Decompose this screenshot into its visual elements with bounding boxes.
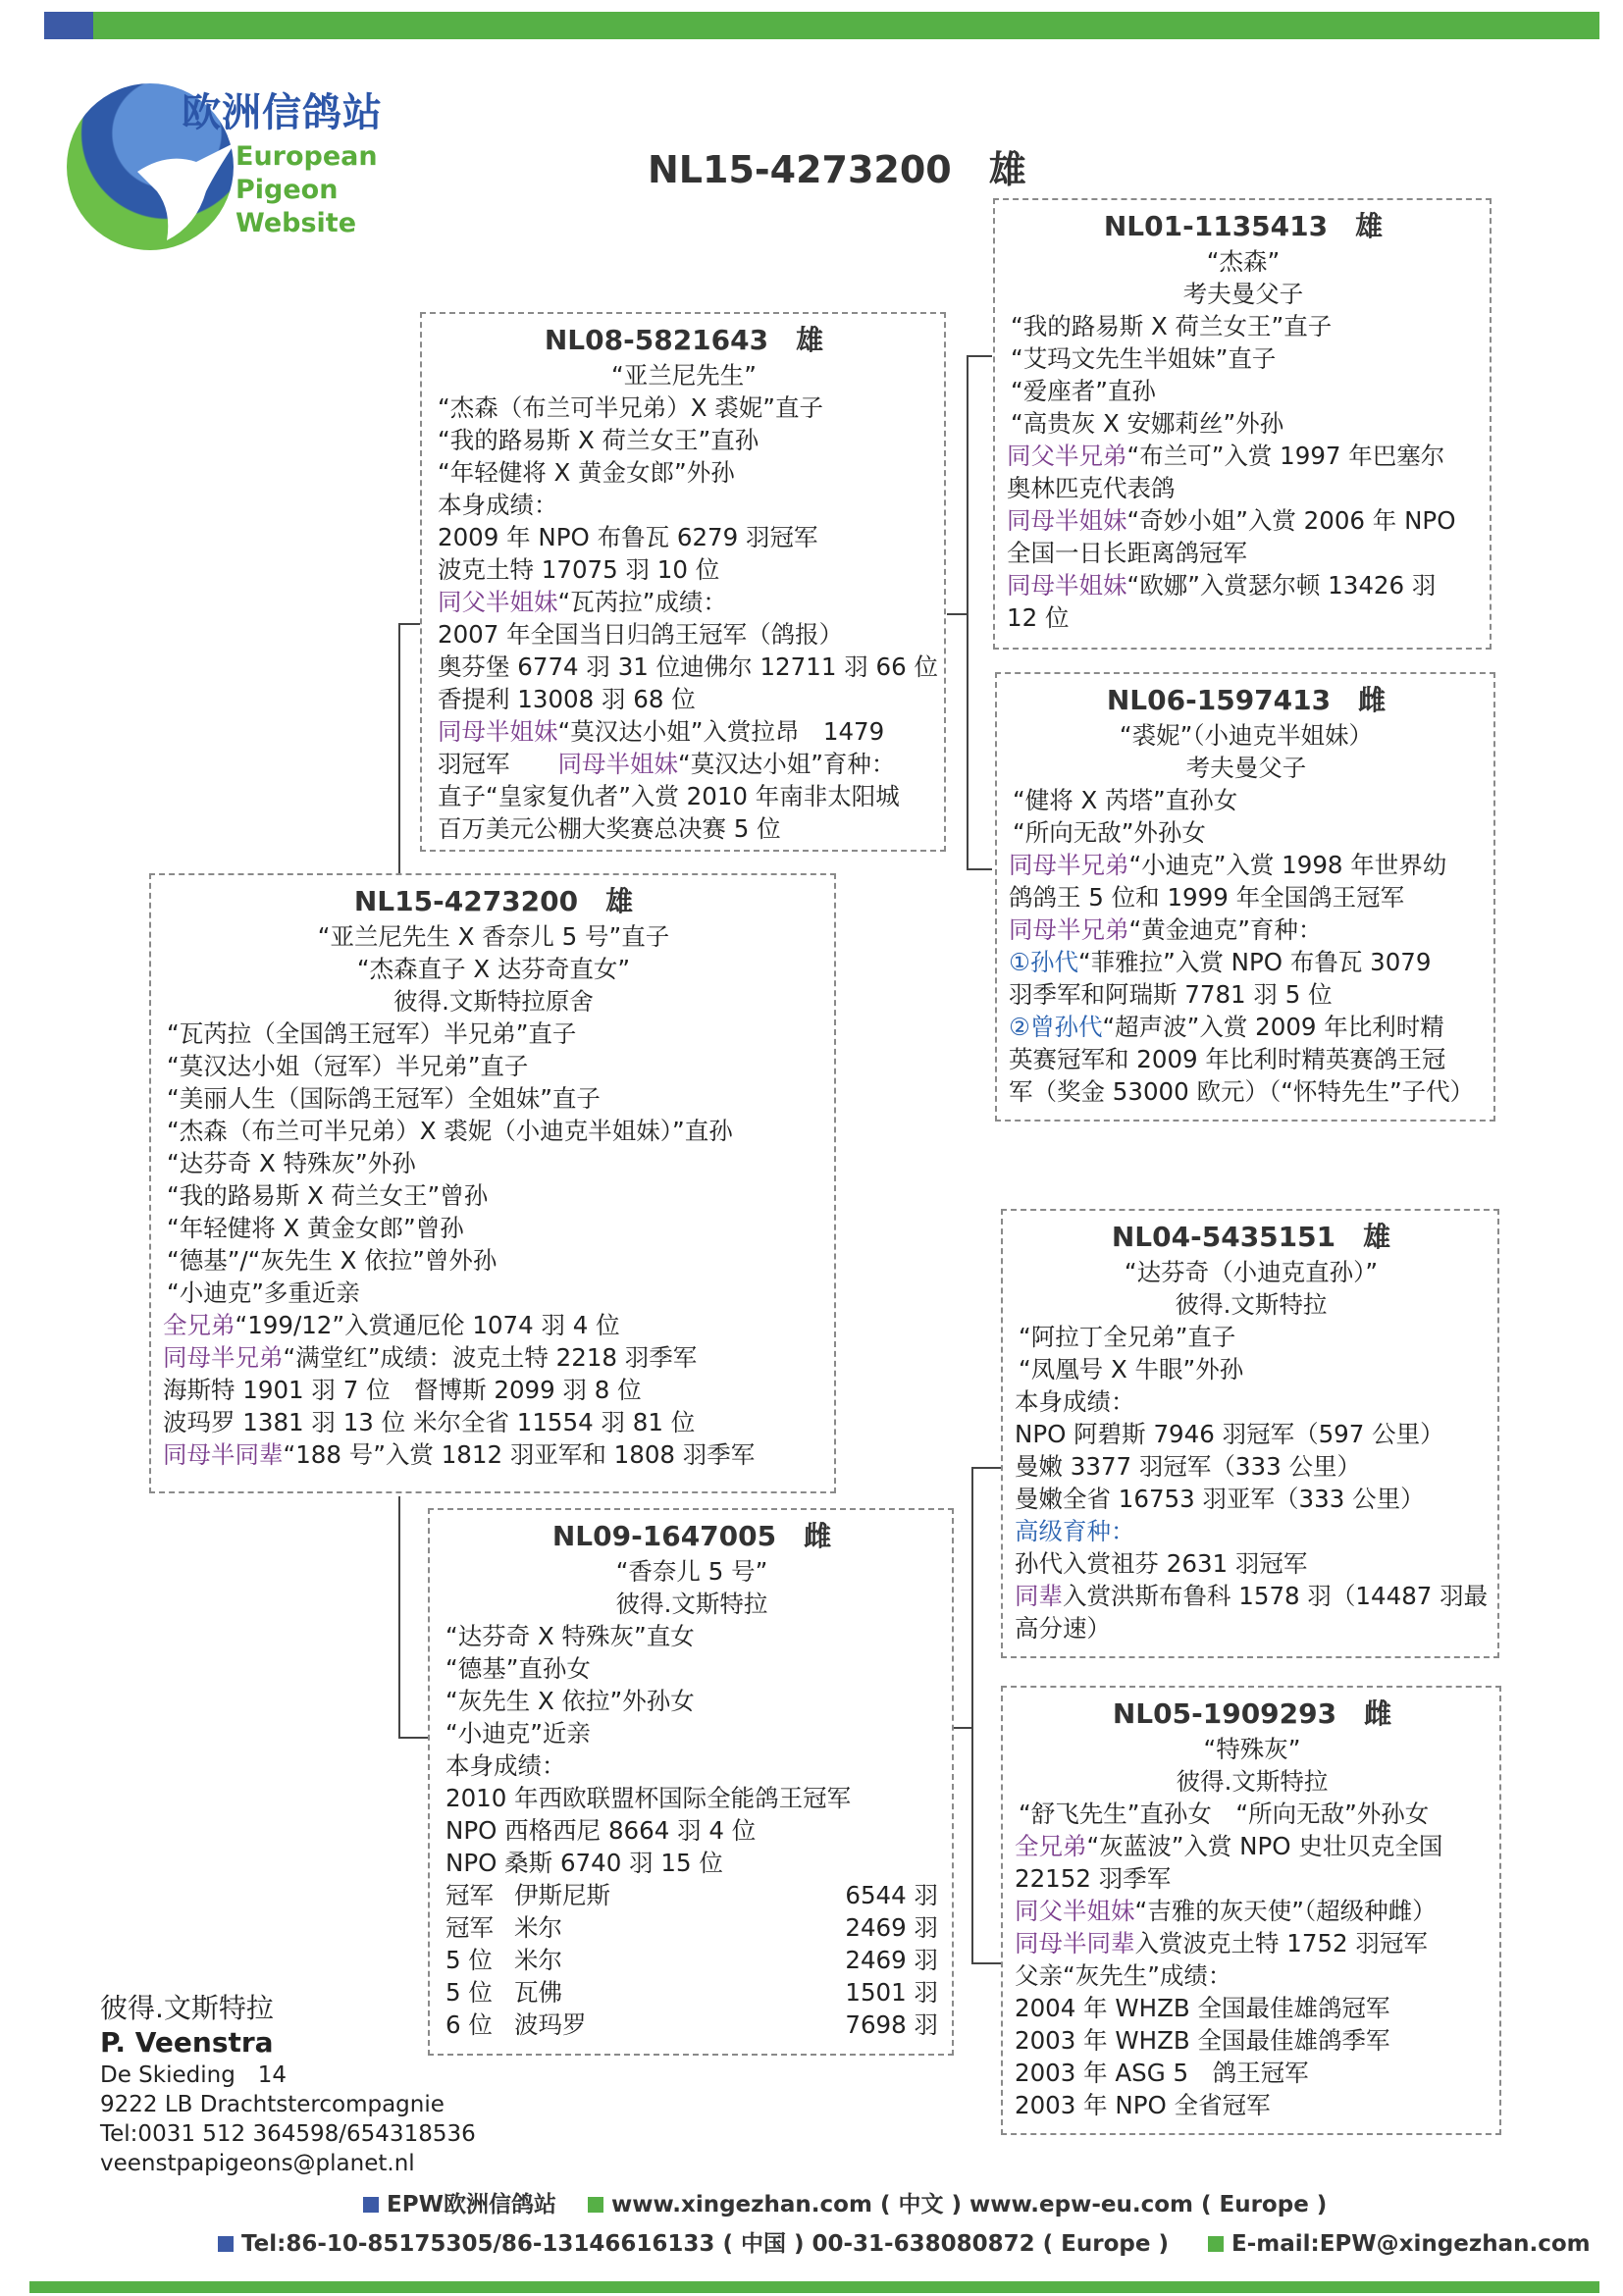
line-text: 高分速） (1015, 1614, 1111, 1643)
blue-square-icon (363, 2197, 379, 2213)
relation-label: 同母半同辈 (1015, 1929, 1135, 1957)
line-text: 曼嫩全省 16753 羽亚军（333 公里） (1015, 1485, 1425, 1513)
info-line (1019, 1353, 1484, 1385)
info-line (1007, 472, 1476, 504)
line-text: “瓦芮拉（全国鸽王冠军）半兄弟”直子 (167, 1019, 577, 1048)
connector (398, 623, 420, 625)
info-line (167, 1179, 820, 1212)
line-text: 奥林匹克代表鸽 (1007, 474, 1176, 502)
dam-dam-card (1001, 1686, 1501, 2135)
result-birds: 1501 羽 (845, 1978, 938, 2007)
result-race: 米尔 (514, 1946, 562, 1974)
line-text: 2003 年 NPO 全省冠军 (1015, 2091, 1271, 2119)
info-line (438, 586, 930, 618)
info-line (1011, 375, 1476, 407)
line-text: 彼得.文斯特拉 (615, 1590, 768, 1618)
relation-label: 同辈 (1015, 1582, 1063, 1610)
info-line (438, 715, 930, 748)
relation-label: 同母半姐妹 (1007, 571, 1127, 600)
info-line (167, 953, 820, 985)
line-text: “杰森（布兰可半兄弟）X 裘妮（小迪克半姐妹）”直孙 (167, 1117, 733, 1145)
relation-label: 同母半同辈 (163, 1440, 284, 1469)
line-text: NPO 桑斯 6740 羽 15 位 (445, 1849, 723, 1877)
line-text: 22152 羽季军 (1015, 1864, 1172, 1893)
line-text: “达芬奇 X 特殊灰”外孙 (167, 1149, 416, 1177)
line-text: “亚兰尼先生 X 香奈儿 5 号”直子 (317, 922, 670, 951)
info-line (1009, 1075, 1480, 1108)
line-text: “年轻健将 X 黄金女郎”曾孙 (167, 1214, 464, 1242)
info-line (438, 391, 930, 424)
result-place: 冠军 (445, 1913, 494, 1942)
info-line (1007, 569, 1476, 601)
info-line (438, 424, 930, 456)
info-line (167, 1277, 820, 1309)
line-text: 奥芬堡 6774 羽 31 位迪佛尔 12711 羽 66 位 (438, 652, 938, 681)
info-line (1019, 1321, 1484, 1353)
line-text: 羽冠军 (438, 750, 558, 778)
line-text: “199/12”入赏通厄伦 1074 羽 4 位 (235, 1311, 620, 1339)
info-line (1007, 504, 1476, 537)
relation-label: 同父半姐妹 (1015, 1897, 1135, 1925)
result-race: 波玛罗 (514, 2010, 587, 2039)
line-text: “欧娜”入赏瑟尔顿 13426 羽 (1126, 571, 1437, 600)
info-line (1015, 1385, 1484, 1418)
line-text: “小迪克”入赏 1998 年世界幼 (1128, 851, 1447, 879)
line-text: “瓦芮拉”成绩： (557, 588, 727, 616)
result-row (445, 1944, 938, 1976)
breeder-name-en: P. Veenstra (100, 2026, 274, 2059)
info-line (438, 748, 930, 780)
highlight-label: ①孙代 (1009, 948, 1078, 976)
line-text: “莫汉达小姐（冠军）半兄弟”直子 (167, 1052, 529, 1080)
info-line (1011, 278, 1476, 310)
line-text: 入赏洪斯布鲁科 1578 羽（14487 羽最 (1063, 1582, 1489, 1610)
info-line (167, 1115, 820, 1147)
relation-label: 同母半姐妹 (1007, 506, 1127, 535)
info-line (438, 489, 930, 521)
line-text: “莫汉达小姐”入赏拉昂 1479 (557, 717, 885, 746)
info-line (1007, 440, 1476, 472)
line-text: “裘妮”（小迪克半姐妹） (1119, 721, 1374, 750)
footer-brand: EPW欧洲信鸽站 (387, 2192, 556, 2218)
info-line (167, 1082, 820, 1115)
ring-number: NL15-4273200 雄 (353, 885, 634, 917)
ring-number: NL05-1909293 雌 (1112, 1697, 1392, 1730)
line-text: “健将 X 芮塔”直孙女 (1013, 786, 1238, 814)
footer-line1 (363, 2186, 1327, 2218)
info-line (1019, 1765, 1486, 1798)
pigeon-icon (128, 132, 245, 250)
sire-dam-card (995, 672, 1495, 1122)
info-line (1009, 913, 1480, 946)
dam-sire-card (1001, 1209, 1499, 1658)
info-line (445, 1620, 938, 1652)
info-line (167, 1212, 820, 1244)
info-line (163, 1438, 820, 1471)
address-line1: De Skieding 14 (100, 2062, 288, 2088)
line-text: 彼得.文斯特拉 (1175, 1290, 1328, 1319)
line-text: “灰先生 X 依拉”外孙女 (445, 1687, 695, 1715)
ring-number: NL06-1597413 雌 (1106, 684, 1387, 716)
email: veenstpapigeons@planet.nl (100, 2151, 415, 2176)
line-text: “布兰可”入赏 1997 年巴塞尔 (1126, 442, 1445, 470)
line-text: “美丽人生（国际鸽王冠军）全姐妹”直子 (167, 1084, 601, 1113)
line-text: “黄金迪克”育种： (1128, 915, 1323, 944)
connector (947, 613, 969, 615)
result-place: 5 位 (445, 1946, 493, 1974)
logo-en-line1: European Pigeon (236, 141, 378, 205)
footer-email[interactable]: E-mail:EPW@xingezhan.com (1231, 2231, 1591, 2257)
line-text: 军（奖金 53000 欧元）（“怀特先生”子代） (1009, 1077, 1475, 1106)
info-line (438, 780, 930, 812)
info-line (1015, 1612, 1484, 1644)
relation-label: 全兄弟 (163, 1311, 236, 1339)
info-line (1013, 784, 1480, 816)
info-line (438, 521, 930, 553)
top-color-bar (44, 12, 1599, 39)
line-text: 彼得.文斯特拉原舍 (393, 987, 594, 1016)
line-text: 孙代入赏祖芬 2631 羽冠军 (1015, 1549, 1308, 1578)
line-text: “奇妙小姐”入赏 2006 年 NPO (1126, 506, 1456, 535)
result-row (445, 1976, 938, 2009)
info-line (438, 359, 930, 391)
line-text: 12 位 (1007, 603, 1070, 632)
line-text: 入赏波克土特 1752 羽冠军 (1134, 1929, 1428, 1957)
info-line (438, 553, 930, 586)
relation-label: 同母半姐妹 (438, 717, 558, 746)
info-line (1009, 946, 1480, 978)
line-text: “德基”/“灰先生 X 依拉”曾外孙 (167, 1246, 497, 1275)
info-line (445, 1685, 938, 1717)
info-line (1011, 407, 1476, 440)
subject-card (149, 873, 836, 1493)
info-line (1013, 816, 1480, 849)
sire-card (420, 312, 946, 852)
info-line (163, 1406, 820, 1438)
line-text: 2003 年 WHZB 全国最佳雄鸽季军 (1015, 2026, 1390, 2055)
info-line (1019, 1798, 1486, 1830)
line-text: “香奈儿 5 号” (615, 1557, 768, 1586)
line-text: “莫汉达小姐”育种： (678, 750, 896, 778)
green-square-icon (588, 2197, 603, 2213)
line-text: “达芬奇（小迪克直孙）” (1124, 1258, 1379, 1286)
line-text: 考夫曼父子 (1185, 754, 1307, 782)
info-line (1015, 1450, 1484, 1483)
info-line (438, 651, 938, 683)
info-line (1015, 1862, 1486, 1895)
info-line (1011, 342, 1476, 375)
line-text: “吉雅的灰天使”（超级种雌） (1134, 1897, 1437, 1925)
info-line (438, 683, 930, 715)
info-line (1015, 1927, 1486, 1959)
info-line (1015, 1580, 1489, 1612)
info-line (167, 920, 820, 953)
ring-number: NL09-1647005 雌 (551, 1520, 832, 1552)
line-text: “舒飞先生”直孙女 “所向无敌”外孙女 (1019, 1800, 1430, 1828)
info-line (1011, 245, 1476, 278)
line-text: 本身成绩： (438, 491, 558, 519)
line-text: “小迪克”多重近亲 (167, 1278, 360, 1307)
highlight-label: 高级育种： (1015, 1517, 1135, 1545)
info-line (445, 1717, 938, 1749)
sire-sire-card (993, 198, 1492, 650)
line-text: “达芬奇 X 特殊灰”直女 (445, 1622, 695, 1650)
ring-number: NL08-5821643 雄 (544, 324, 824, 356)
line-text: 全国一日长距离鸽冠军 (1007, 539, 1247, 567)
line-text: “所向无敌”外孙女 (1013, 818, 1206, 847)
line-text: NPO 西格西尼 8664 羽 4 位 (445, 1816, 757, 1845)
ring-number: NL04-5435151 雄 (1111, 1221, 1391, 1253)
relation-label: 同父半兄弟 (1007, 442, 1127, 470)
relation-label: 同母半姐妹 (557, 750, 678, 778)
info-line (1019, 1288, 1484, 1321)
breeder-contact (100, 1992, 476, 2178)
relation-label: 同父半姐妹 (438, 588, 558, 616)
info-line (167, 1050, 820, 1082)
line-text: 英赛冠军和 2009 年比利时精英赛鸽王冠 (1009, 1045, 1446, 1073)
connector (398, 623, 400, 878)
page-title: NL15-4273200 雄 (648, 148, 1026, 191)
info-line (438, 456, 930, 489)
footer-line2 (218, 2225, 1591, 2258)
info-line (445, 1814, 938, 1847)
info-line (167, 1244, 820, 1277)
info-line (1015, 1830, 1486, 1862)
info-line (1013, 719, 1480, 752)
info-line (167, 985, 820, 1018)
line-text: “亚兰尼先生” (611, 361, 757, 390)
line-text: “满堂红”成绩：波克土特 2218 羽季军 (283, 1343, 698, 1372)
info-line (1015, 1547, 1484, 1580)
result-row (445, 1879, 938, 1911)
info-line (445, 1652, 938, 1685)
result-birds: 7698 羽 (845, 2010, 938, 2039)
breeder-name-cn: 彼得.文斯特拉 (100, 1992, 274, 2024)
connector (967, 355, 992, 357)
info-line (1015, 2057, 1486, 2089)
result-race: 伊斯尼斯 (514, 1881, 610, 1909)
info-line (445, 1588, 938, 1620)
line-text: 曼嫩 3377 羽冠军（333 公里） (1015, 1452, 1361, 1481)
info-line (1015, 1895, 1486, 1927)
relation-label: 同母半兄弟 (1009, 851, 1129, 879)
line-text: “小迪克”近亲 (445, 1719, 591, 1748)
footer-websites[interactable]: www.xingezhan.com ( 中文 ) www.epw-eu.com ( Europe ) (610, 2192, 1328, 2218)
line-text: 鸽鸽王 5 位和 1999 年全国鸽王冠军 (1009, 883, 1405, 912)
connector (967, 868, 992, 870)
line-text: 波玛罗 1381 羽 13 位 米尔全省 11554 羽 81 位 (163, 1408, 696, 1436)
line-text: “艾玛文先生半姐妹”直子 (1011, 344, 1277, 373)
info-line (445, 1847, 938, 1879)
info-line (1015, 1483, 1484, 1515)
line-text: 本身成绩： (445, 1751, 566, 1780)
result-birds: 2469 羽 (845, 1913, 938, 1942)
line-text: “杰森” (1206, 247, 1281, 276)
line-text: NPO 阿碧斯 7946 羽冠军（597 公里） (1015, 1420, 1444, 1448)
address-line2: 9222 LB Drachtstercompagnie (100, 2092, 445, 2117)
result-row (445, 2009, 938, 2041)
info-line (1011, 310, 1476, 342)
line-text: “爱座者”直孙 (1011, 377, 1156, 405)
dam-card (428, 1508, 954, 2056)
relation-label: 同母半兄弟 (1009, 915, 1129, 944)
line-text: 2010 年西欧联盟杯国际全能鸽王冠军 (445, 1784, 852, 1812)
info-line (438, 812, 930, 845)
connector (952, 1727, 973, 1729)
line-text: 父亲“灰先生”成绩： (1015, 1961, 1232, 1990)
relation-label: 同母半兄弟 (163, 1343, 284, 1372)
line-text: 彼得.文斯特拉 (1176, 1767, 1329, 1796)
line-text: “我的路易斯 X 荷兰女王”直孙 (438, 426, 759, 454)
line-text: “我的路易斯 X 荷兰女王”直子 (1011, 312, 1333, 340)
line-text: 2003 年 ASG 5 鸽王冠军 (1015, 2059, 1309, 2087)
line-text: “杰森直子 X 达芬奇直女” (356, 955, 631, 983)
line-text: “特殊灰” (1203, 1735, 1301, 1763)
site-logo (59, 74, 471, 270)
info-line (1015, 1992, 1486, 2024)
connector (398, 1496, 400, 1737)
relation-label: 全兄弟 (1015, 1832, 1087, 1860)
info-line (1019, 1733, 1486, 1765)
info-line (1009, 1043, 1480, 1075)
phone: Tel:0031 512 364598/654318536 (100, 2121, 476, 2147)
line-text: “年轻健将 X 黄金女郎”外孙 (438, 458, 735, 487)
line-text: 本身成绩： (1015, 1387, 1135, 1416)
line-text: “菲雅拉”入赏 NPO 布鲁瓦 3079 (1077, 948, 1432, 976)
connector (971, 1467, 1001, 1469)
line-text: 2004 年 WHZB 全国最佳雄鸽冠军 (1015, 1994, 1390, 2022)
line-text: 羽季军和阿瑞斯 7781 羽 5 位 (1009, 980, 1333, 1009)
connector (971, 1962, 1001, 1964)
line-text: “高贵灰 X 安娜莉丝”外孙 (1011, 409, 1284, 438)
ring-number: NL01-1135413 雄 (1103, 210, 1384, 242)
info-line (163, 1309, 820, 1341)
result-row (445, 1911, 938, 1944)
info-line (1009, 881, 1480, 913)
info-line (163, 1374, 820, 1406)
info-line (167, 1018, 820, 1050)
info-line (445, 1749, 938, 1782)
line-text: 2007 年全国当日归鸽王冠军（鸽报） (438, 620, 844, 649)
info-line (1009, 978, 1480, 1011)
bottom-color-bar (29, 2281, 1599, 2293)
info-line (445, 1555, 938, 1588)
info-line (1013, 752, 1480, 784)
logo-en-line2: Website (236, 208, 357, 238)
info-line (167, 1147, 820, 1179)
info-line (1015, 1959, 1486, 1992)
info-line (1007, 537, 1476, 569)
result-birds: 6544 羽 (845, 1881, 938, 1909)
logo-cn: 欧洲信鸽站 (182, 90, 383, 135)
result-place: 冠军 (445, 1881, 494, 1909)
green-square-icon (1208, 2236, 1224, 2252)
line-text: “188 号”入赏 1812 羽亚军和 1808 羽季军 (283, 1440, 756, 1469)
connector (398, 1737, 428, 1739)
result-place: 5 位 (445, 1978, 493, 2007)
line-text: 海斯特 1901 羽 7 位 督博斯 2099 羽 8 位 (163, 1376, 642, 1404)
highlight-label: ②曾孙代 (1009, 1013, 1103, 1041)
line-text: 百万美元公棚大奖赛总决赛 5 位 (438, 814, 781, 843)
blue-square-icon (218, 2236, 234, 2252)
result-race: 瓦佛 (514, 1978, 562, 2007)
line-text: “灰蓝波”入赏 NPO 史壮贝克全国 (1086, 1832, 1443, 1860)
info-line (1015, 1418, 1484, 1450)
line-text: “凤凰号 X 牛眼”外孙 (1019, 1355, 1244, 1383)
info-line (1015, 1515, 1484, 1547)
info-line (1009, 849, 1480, 881)
result-race: 米尔 (514, 1913, 562, 1942)
info-line (1019, 1256, 1484, 1288)
line-text: “德基”直孙女 (445, 1654, 591, 1683)
line-text: “阿拉丁全兄弟”直子 (1019, 1323, 1236, 1351)
info-line (1015, 2024, 1486, 2057)
line-text: 考夫曼父子 (1182, 280, 1304, 308)
result-birds: 2469 羽 (845, 1946, 938, 1974)
info-line (1009, 1011, 1480, 1043)
line-text: “杰森（布兰可半兄弟）X 裘妮”直子 (438, 393, 823, 422)
line-text: 波克土特 17075 羽 10 位 (438, 555, 720, 584)
footer-phone: Tel:86-10-85175305/86-13146616133 ( 中国 ) 00-31-638080872 ( Europe ) (241, 2231, 1169, 2257)
info-line (1007, 601, 1476, 634)
line-text: 直子“皇家复仇者”入赏 2010 年南非太阳城 (438, 782, 900, 810)
info-line (445, 1782, 938, 1814)
line-text: 2009 年 NPO 布鲁瓦 6279 羽冠军 (438, 523, 818, 551)
line-text: “超声波”入赏 2009 年比利时精 (1102, 1013, 1444, 1041)
info-line (1015, 2089, 1486, 2121)
result-place: 6 位 (445, 2010, 493, 2039)
line-text: 香提利 13008 羽 68 位 (438, 685, 696, 713)
line-text: “我的路易斯 X 荷兰女王”曾孙 (167, 1181, 489, 1210)
logo-en (236, 140, 471, 240)
info-line (438, 618, 930, 651)
info-line (163, 1341, 820, 1374)
connector (971, 1467, 973, 1962)
